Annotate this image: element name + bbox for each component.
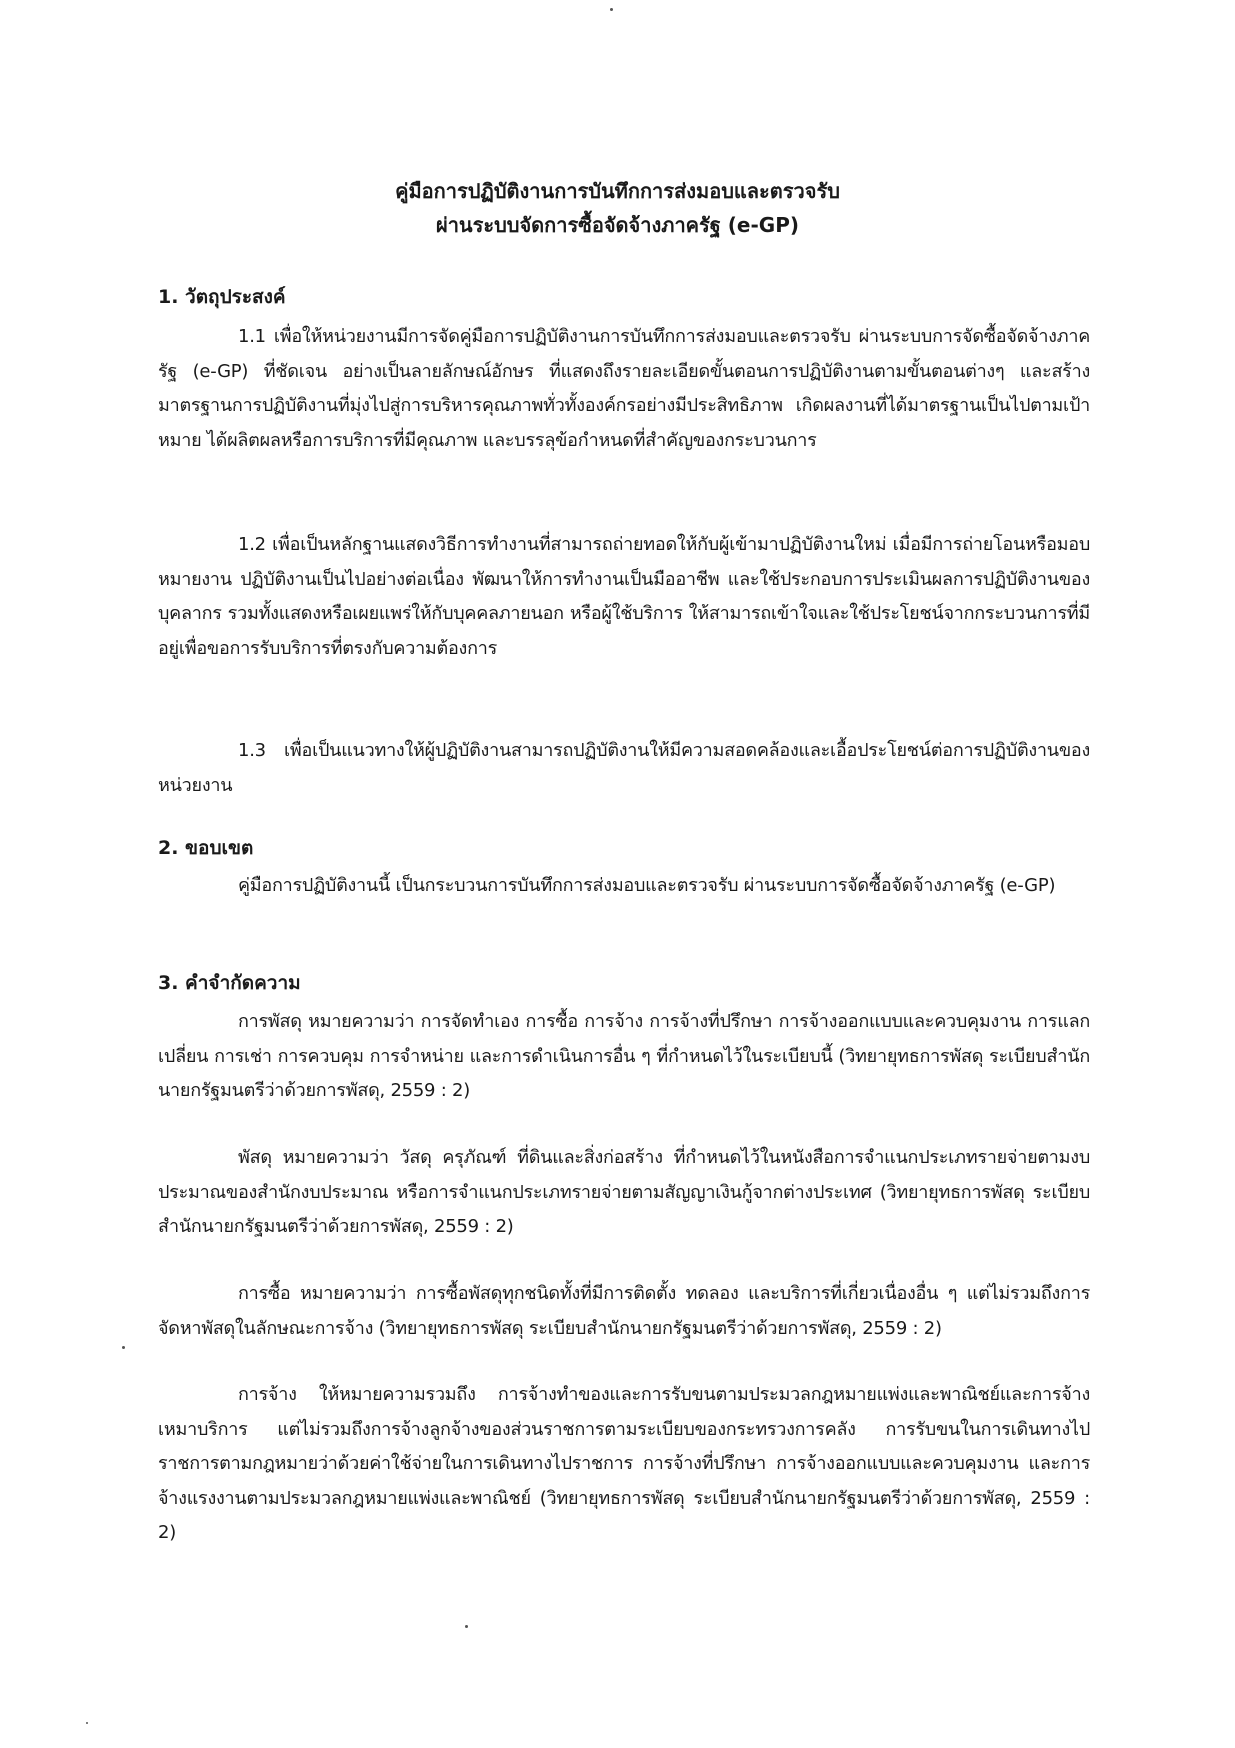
document-title-line-2: ผ่านระบบจัดการซื้อจัดจ้างภาครัฐ (e-GP) [435,213,800,237]
section-1-paragraph-2: 1.2 เพื่อเป็นหลักฐานแสดงวิธีการทำงานที่สามารถถ่ายทอดให้กับผู้เข้ามาปฏิบัติงานใหม่ เมื่อมีการถ่ายโอนหรือมอบหมายงาน ปฏิบัติงานเป็นไปอย่างต่อเนื่อง พัฒนาให้การทำงานเป็นมืออาชีพ และใช้ประกอบการประเมินผลการปฏิบัติงานของบุคลากร รวมทั้งแสดงหรือเผยแพร่ให้กับบุคคลภายนอก หรือผู้ใช้บริการ ให้สามารถเข้าใจและใช้ประโยชน์จากกระบวนการที่มีอยู่เพื่อขอการรับบริการที่ตรงกับความต้องการ [158,534,1090,659]
scan-speck [122,1346,125,1349]
section-2-heading: 2. ขอบเขต [158,837,254,859]
section-3-paragraph-4: การจ้าง ให้หมายความรวมถึง การจ้างทำของและการรับขนตามประมวลกฎหมายแพ่งและพาณิชย์และการจ้างเหมาบริการ แต่ไม่รวมถึงการจ้างลูกจ้างของส่วนราชการตามระเบียบของกระทรวงการคลัง การรับขนในการเดินทางไปราชการตามกฎหมายว่าด้วยค่าใช้จ่ายในการเดินทางไปราชการ การจ้างที่ปรึกษา การจ้างออกแบบและควบคุมงาน และการจ้างแรงงานตามประมวลกฎหมายแพ่งและพาณิชย์ (วิทยายุทธการพัสดุ ระเบียบสำนักนายกรัฐมนตรีว่าด้วยการพัสดุ, 2559 : 2) [158,1384,1090,1543]
section-3-paragraph-2: พัสดุ หมายความว่า วัสดุ ครุภัณฑ์ ที่ดินและสิ่งก่อสร้าง ที่กำหนดไว้ในหนังสือการจำแนกประเภทรายจ่ายตามงบประมาณของสำนักงบประมาณ หรือการจำแนกประเภทรายจ่ายตามสัญญาเงินกู้จากต่างประเทศ (วิทยายุทธการพัสดุ ระเบียบสำนักนายกรัฐมนตรีว่าด้วยการพัสดุ, 2559 : 2) [158,1147,1090,1237]
section-3-paragraph-1: การพัสดุ หมายความว่า การจัดทำเอง การซื้อ การจ้าง การจ้างที่ปรึกษา การจ้างออกแบบและควบคุมงาน การแลกเปลี่ยน การเช่า การควบคุม การจำหน่าย และการดำเนินการอื่น ๆ ที่กำหนดไว้ในระเบียบนี้ (วิทยายุทธการพัสดุ ระเบียบสำนักนายกรัฐมนตรีว่าด้วยการพัสดุ, 2559 : 2) [158,1011,1090,1101]
section-2-paragraph-1: คู่มือการปฏิบัติงานนี้ เป็นกระบวนการบันทึกการส่งมอบและตรวจรับ ผ่านระบบการจัดซื้อจัดจ้างภาครัฐ (e-GP) [238,875,1056,896]
section-1-heading: 1. วัตถุประสงค์ [158,286,286,308]
scan-speck [86,1722,88,1724]
scan-speck [610,8,613,11]
section-1-paragraph-3: 1.3 เพื่อเป็นแนวทางให้ผู้ปฏิบัติงานสามารถปฏิบัติงานให้มีความสอดคล้องและเอื้อประโยชน์ต่อการปฏิบัติงานของหน่วยงาน [158,740,1090,796]
section-3-paragraph-3: การซื้อ หมายความว่า การซื้อพัสดุทุกชนิดทั้งที่มีการติดตั้ง ทดลอง และบริการที่เกี่ยวเนื่องอื่น ๆ แต่ไม่รวมถึงการจัดหาพัสดุในลักษณะการจ้าง (วิทยายุทธการพัสดุ ระเบียบสำนักนายกรัฐมนตรีว่าด้วยการพัสดุ, 2559 : 2) [158,1283,1090,1339]
section-1-paragraph-1: 1.1 เพื่อให้หน่วยงานมีการจัดคู่มือการปฏิบัติงานการบันทึกการส่งมอบและตรวจรับ ผ่านระบบการจัดซื้อจัดจ้างภาครัฐ (e-GP) ที่ชัดเจน อย่างเป็นลายลักษณ์อักษร ที่แสดงถึงรายละเอียดขั้นตอนการปฏิบัติงานตามขั้นตอนต่างๆ และสร้างมาตรฐานการปฏิบัติงานที่มุ่งไปสู่การบริหารคุณภาพทั่วทั้งองค์กรอย่างมีประสิทธิภาพ เกิดผลงานที่ได้มาตรฐานเป็นไปตามเป้าหมาย ได้ผลิตผลหรือการบริการที่มีคุณภาพ และบรรลุข้อกำหนดที่สำคัญของกระบวนการ [158,326,1090,451]
document-title-line-1: คู่มือการปฏิบัติงานการบันทึกการส่งมอบและตรวจรับ [395,179,840,203]
section-3-heading: 3. คำจำกัดความ [158,972,301,994]
scan-speck [465,1625,468,1628]
